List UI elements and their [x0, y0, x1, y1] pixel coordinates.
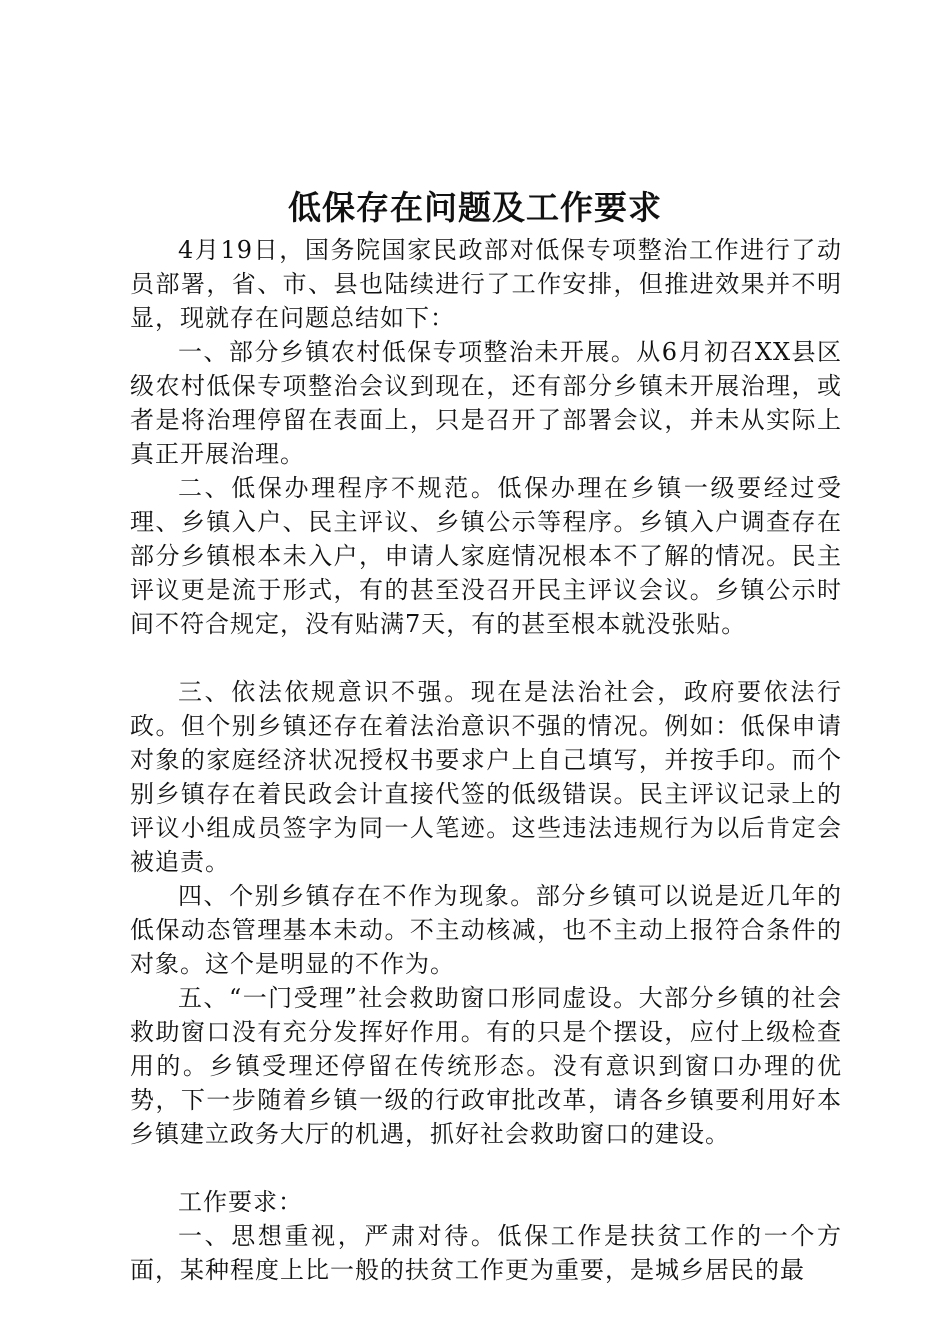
- paragraph-issue-3: 三、依法依规意识不强。现在是法治社会，政府要依法行政。但个别乡镇还存在着法治意识不强的情况。例如：低保申请对象的家庭经济状况授权书要求户上自己填写，并按手印。而个别乡镇存在着民政会计直接代签的低级错误。民主评议记录上的评议小组成员签字为同一人笔迹。这些违法违规行为以后肯定会被追责。: [130, 678, 842, 876]
- paragraph-requirement-1: 一、思想重视，严肃对待。低保工作是扶贫工作的一个方面，某种程度上比一般的扶贫工作更为重要，是城乡居民的最: [130, 1222, 842, 1284]
- document-title: 低保存在问题及工作要求: [288, 188, 662, 227]
- paragraph-intro: 4月19日，国务院国家民政部对低保专项整治工作进行了动员部署，省、市、县也陆续进行了工作安排，但推进效果并不明显，现就存在问题总结如下：: [130, 236, 842, 332]
- paragraph-issue-1: 一、部分乡镇农村低保专项整治未开展。从6月初召XX县区级农村低保专项整治会议到现在，还有部分乡镇未开展治理，或者是将治理停留在表面上，只是召开了部署会议，并未从实际上真正开展治理。: [130, 338, 842, 468]
- document-body: [130, 233, 842, 1287]
- paragraph-issue-2: 二、低保办理程序不规范。低保办理在乡镇一级要经过受理、乡镇入户、民主评议、乡镇公示等程序。乡镇入户调查存在部分乡镇根本未入户，申请人家庭情况根本不了解的情况。民主评议更是流于形式，有的甚至没召开民主评议会议。乡镇公示时间不符合规定，没有贴满7天，有的甚至根本就没张贴。: [130, 474, 842, 638]
- paragraph-spacer: [130, 1151, 842, 1185]
- paragraph-issue-5: 五、“一门受理”社会救助窗口形同虚设。大部分乡镇的社会救助窗口没有充分发挥好作用。有的只是个摆设，应付上级检查用的。乡镇受理还停留在传统形态。没有意识到窗口办理的优势，下一步随着乡镇一级的行政审批改革，请各乡镇要利用好本乡镇建立政务大厅的机遇，抓好社会救助窗口的建设。: [130, 984, 842, 1148]
- section-heading-requirements: 工作要求：: [178, 1188, 303, 1216]
- paragraph-spacer: [130, 641, 842, 675]
- paragraph-issue-4: 四、个别乡镇存在不作为现象。部分乡镇可以说是近几年的低保动态管理基本未动。不主动核减，也不主动上报符合条件的对象。这个是明显的不作为。: [130, 882, 842, 978]
